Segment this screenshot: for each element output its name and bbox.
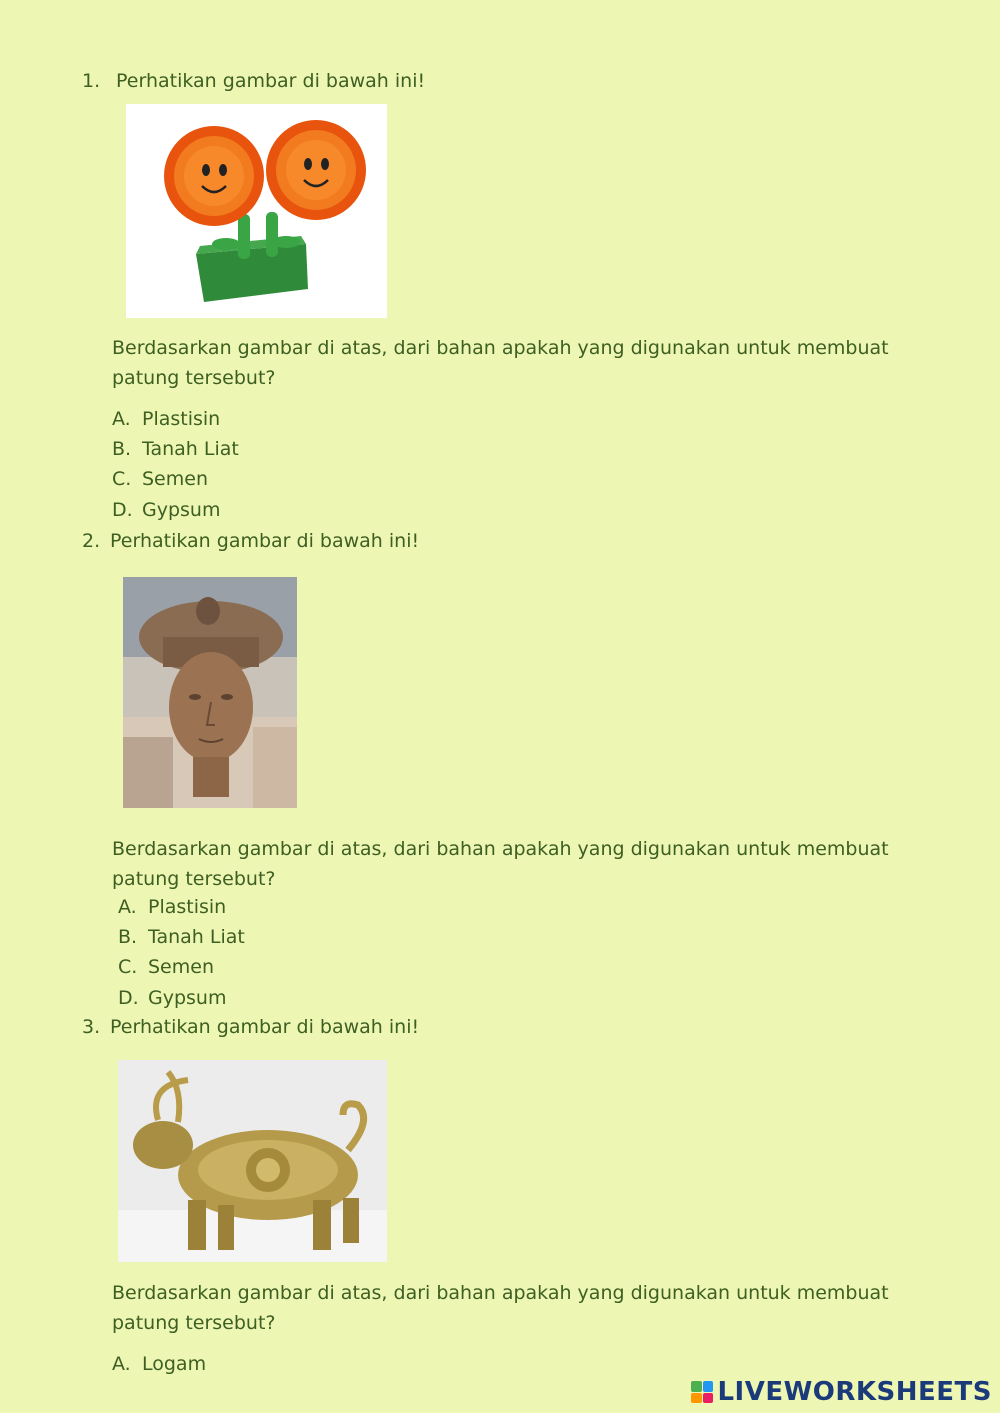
option-label: Tanah Liat (148, 926, 245, 948)
option-letter: A. (112, 408, 131, 430)
question-2-option-d[interactable] (118, 987, 226, 1009)
question-1-option-a[interactable] (112, 408, 220, 430)
question-2-instruction: Perhatikan gambar di bawah ini! (110, 530, 420, 552)
option-label: Gypsum (148, 987, 227, 1009)
question-1-option-b[interactable] (112, 438, 239, 460)
question-1-image (126, 104, 387, 318)
question-2-option-c[interactable] (118, 956, 214, 978)
option-letter: C. (118, 956, 138, 978)
option-letter: B. (118, 926, 138, 948)
flower-sculpture-image (126, 104, 387, 318)
question-2-option-a[interactable] (118, 896, 226, 918)
question-3-number: 3. (82, 1016, 101, 1038)
question-3-image (118, 1060, 387, 1262)
option-letter: C. (112, 468, 132, 490)
question-1-instruction: Perhatikan gambar di bawah ini! (116, 70, 426, 92)
option-letter: A. (118, 896, 137, 918)
question-1-number: 1. (82, 70, 101, 92)
option-label: Plastisin (142, 408, 221, 430)
question-2-option-b[interactable] (118, 926, 245, 948)
option-label: Plastisin (148, 896, 227, 918)
question-1-option-c[interactable] (112, 468, 208, 490)
option-letter: D. (118, 987, 139, 1009)
question-3-instruction: Perhatikan gambar di bawah ini! (110, 1016, 420, 1038)
bust-sculpture-image (123, 577, 297, 808)
option-label: Semen (142, 468, 208, 490)
question-3-header (82, 1016, 419, 1038)
question-2-text: Berdasarkan gambar di atas, dari bahan apakah yang digunakan untuk membuat patung tersebut? (112, 838, 889, 890)
question-3-text: Berdasarkan gambar di atas, dari bahan apakah yang digunakan untuk membuat patung tersebut? (112, 1282, 889, 1334)
question-2-number: 2. (82, 530, 101, 552)
option-letter: A. (112, 1353, 131, 1375)
option-label: Gypsum (142, 499, 221, 521)
question-1-option-d[interactable] (112, 499, 220, 521)
option-letter: B. (112, 438, 132, 460)
option-label: Logam (142, 1353, 207, 1375)
question-3-option-a[interactable] (112, 1353, 206, 1375)
option-letter: D. (112, 499, 133, 521)
liveworksheets-logo-icon (691, 1381, 713, 1403)
liveworksheets-logo[interactable] (691, 1377, 992, 1407)
option-label: Semen (148, 956, 214, 978)
option-label: Tanah Liat (142, 438, 239, 460)
question-2-header (82, 530, 419, 552)
question-2-image (123, 577, 297, 808)
liveworksheets-brand-text: LIVEWORKSHEETS (717, 1377, 992, 1407)
question-1-header (82, 70, 425, 92)
question-1-text: Berdasarkan gambar di atas, dari bahan apakah yang digunakan untuk membuat patung tersebut? (112, 337, 889, 389)
bull-statue-image (118, 1060, 387, 1262)
